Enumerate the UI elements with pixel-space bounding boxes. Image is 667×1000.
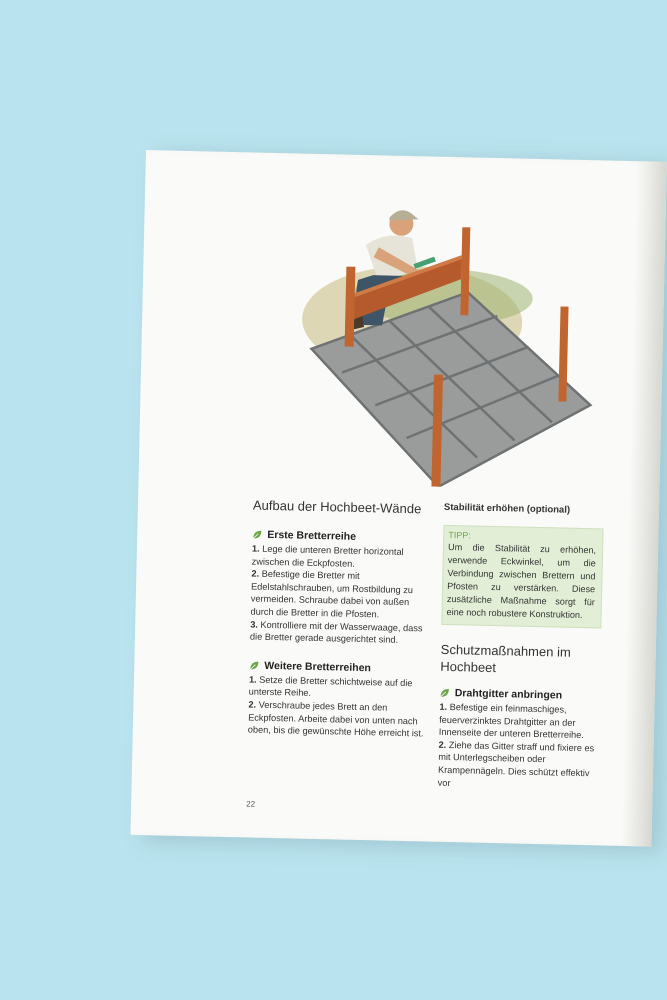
tip-box	[441, 525, 603, 629]
step: 2. Ziehe das Gitter straff und fixiere es mit Unterlegscheiben oder Krampennägeln. Dies schützt effektiv vor	[437, 739, 595, 788]
step: 3. Kontrolliere mit der Wasserwaage, dass die Bretter gerade ausgerichtet sind.	[249, 619, 423, 645]
book-page	[130, 150, 666, 847]
section-title: Stabilität erhöhen (optional)	[443, 501, 571, 516]
section-title: Aufbau der Hochbeet-Wände	[252, 497, 422, 517]
illustration-raised-bed	[288, 183, 605, 490]
leaf-icon	[440, 688, 450, 698]
section-title: Schutzmaßnahmen im Hochbeet	[440, 641, 571, 676]
step: 2. Verschraube jedes Brett an den Eckpfosten. Arbeite dabei von unten nach oben, bis die gewünschte Höhe erreicht ist.	[247, 699, 424, 739]
tip-text: Um die Stabilität zu erhöhen, verwende Eckwinkel, um die Verbindung zwischen Brettern und Pfosten zu verstärken. Diese zusätzliche Maßnahme sorgt für eine noch robustere Konstruktion.	[446, 541, 597, 621]
subsection-title-text: Weitere Bretterreihen	[264, 659, 372, 674]
step: 1. Setze die Bretter schichtweise auf die unterste Reihe.	[248, 674, 413, 699]
tip-label: TIPP:	[448, 529, 471, 541]
page-number: 22	[246, 799, 256, 809]
subsection-title-text: Erste Bretterreihe	[267, 528, 357, 543]
leaf-icon	[252, 530, 262, 540]
step: 1. Lege die unteren Bretter horizontal zwischen die Eckpfosten.	[251, 543, 404, 569]
subsection-title-text: Drahtgitter anbringen	[454, 687, 563, 702]
right-column	[438, 502, 604, 793]
left-column	[248, 498, 431, 741]
subsection-title	[440, 687, 600, 703]
step: 1. Befestige ein feinmaschiges, feuerverzinktes Drahtgitter an der Innenseite der unteren Bretterreihe.	[438, 701, 585, 741]
leaf-icon	[249, 660, 259, 670]
step: 2. Befestige die Bretter mit Edelstahlschrauben, um Rostbildung zu vermeiden. Schraube dabei von außen durch die Bretter in die Pfosten.	[250, 568, 414, 620]
